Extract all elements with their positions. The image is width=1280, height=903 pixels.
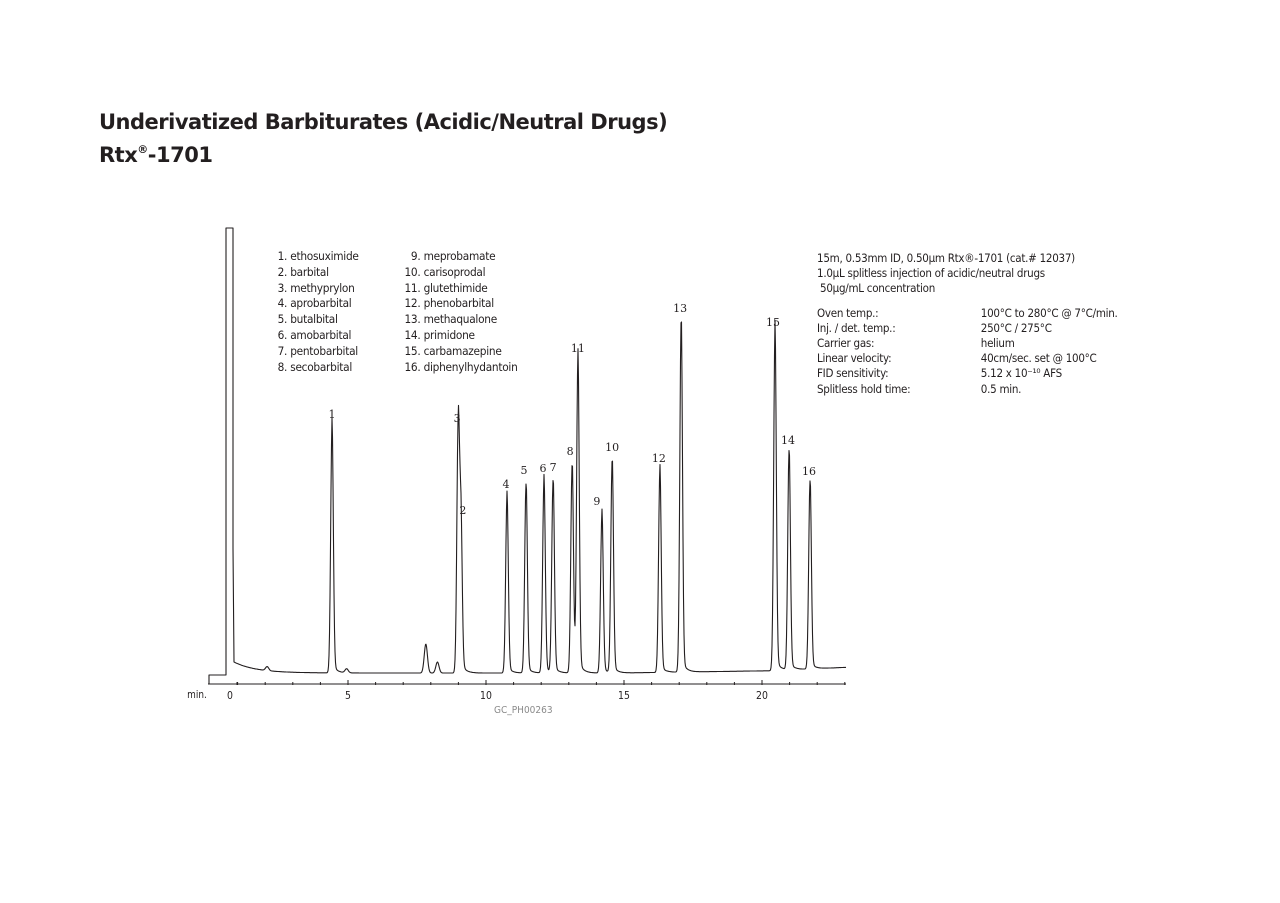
x-tick-label: 15 (618, 690, 630, 703)
x-tick-label: 0 (227, 690, 233, 703)
peak-label: 10 (605, 441, 620, 454)
legend-item-number: 8. (277, 359, 288, 374)
peak-label: 11 (570, 342, 585, 355)
peak-label: 8 (566, 445, 574, 458)
parameter-value: 5.12 x 10⁻¹⁰ AFS (980, 366, 1062, 381)
parameter-value: 250°C / 275°C (980, 320, 1052, 335)
legend-item-name: secobarbital (287, 359, 352, 374)
legend-item-number: 2. (277, 264, 288, 279)
legend-item-name: methaqualone (420, 312, 497, 327)
legend-item-number: 12. (404, 296, 421, 311)
legend-item-number: 14. (404, 327, 421, 342)
peak-label: 7 (549, 461, 557, 474)
x-tick-label: 5 (345, 690, 351, 703)
legend-item-name: amobarbital (287, 327, 352, 342)
peak-label: 15 (765, 316, 780, 329)
legend-item-name: carbamazepine (420, 343, 502, 358)
registered-mark: ® (137, 143, 148, 156)
x-axis-unit-label: min. (187, 689, 207, 702)
parameter-value: 100°C to 280°C @ 7°C/min. (980, 305, 1118, 320)
parameter-value: helium (980, 336, 1015, 351)
peak-label: 16 (802, 465, 817, 478)
parameter-label: Splitless hold time: (817, 381, 911, 396)
injection-spec: 1.0µL splitless injection of acidic/neutral drugs (817, 266, 1045, 281)
legend-item-number: 3. (277, 280, 288, 295)
peak-label: 4 (502, 478, 510, 491)
x-tick-label: 20 (756, 690, 768, 703)
legend-item-number: 6. (277, 327, 288, 342)
parameter-label: Oven temp.: (817, 305, 879, 320)
peak-label: 9 (593, 495, 601, 508)
legend-item-number: 16. (404, 359, 421, 374)
legend-item-name: pentobarbital (287, 343, 358, 358)
peak-label: 2 (459, 504, 467, 517)
legend-item-name: barbital (287, 264, 329, 279)
chromatogram-trace (209, 228, 846, 684)
legend-item-number: 5. (277, 312, 288, 327)
legend-item-name: primidone (420, 327, 475, 342)
peak-label: 14 (781, 434, 796, 447)
legend-item-number: 1. (277, 249, 288, 263)
peak-label: 3 (453, 412, 461, 425)
legend-item-name: glutethimide (420, 280, 488, 295)
peak-label: 13 (673, 302, 688, 315)
parameter-value: 40cm/sec. set @ 100°C (980, 351, 1097, 366)
column-spec: 15m, 0.53mm ID, 0.50µm Rtx®-1701 (cat.# 12037) (817, 251, 1075, 265)
concentration-spec: 50µg/mL concentration (817, 281, 935, 296)
parameter-label: Carrier gas: (817, 336, 875, 351)
legend-item-name: meprobamate (420, 249, 496, 263)
title-line-2: Rtx®-1701 (99, 143, 213, 167)
parameter-label: Linear velocity: (817, 351, 892, 366)
legend-item-number: 9. (410, 249, 421, 263)
legend-item-name: phenobarbital (420, 296, 494, 311)
legend-item-number: 15. (404, 343, 421, 358)
legend-item-number: 11. (404, 280, 421, 295)
legend-item-number: 10. (404, 264, 421, 279)
x-tick-label: 10 (480, 690, 492, 703)
peak-label: 5 (520, 464, 528, 477)
figure-code: GC_PH00263 (494, 705, 553, 716)
legend-item-name: aprobarbital (287, 296, 352, 311)
peak-label: 6 (539, 462, 547, 475)
title-line-1: Underivatized Barbiturates (Acidic/Neutral Drugs) (99, 110, 668, 134)
parameter-label: Inj. / det. temp.: (817, 320, 896, 335)
legend-item-name: methyprylon (287, 280, 355, 295)
peak-label: 1 (328, 408, 336, 421)
parameter-value: 0.5 min. (980, 381, 1022, 396)
legend-item-name: diphenylhydantoin (420, 359, 518, 374)
legend-item-name: butalbital (287, 312, 338, 327)
parameter-label: FID sensitivity: (817, 366, 889, 381)
legend-item-number: 4. (277, 296, 288, 311)
peak-label: 12 (651, 452, 666, 465)
legend-item-name: ethosuximide (287, 249, 359, 263)
legend-item-number: 13. (404, 312, 421, 327)
legend-item-number: 7. (277, 343, 288, 358)
legend-item-name: carisoprodal (420, 264, 486, 279)
